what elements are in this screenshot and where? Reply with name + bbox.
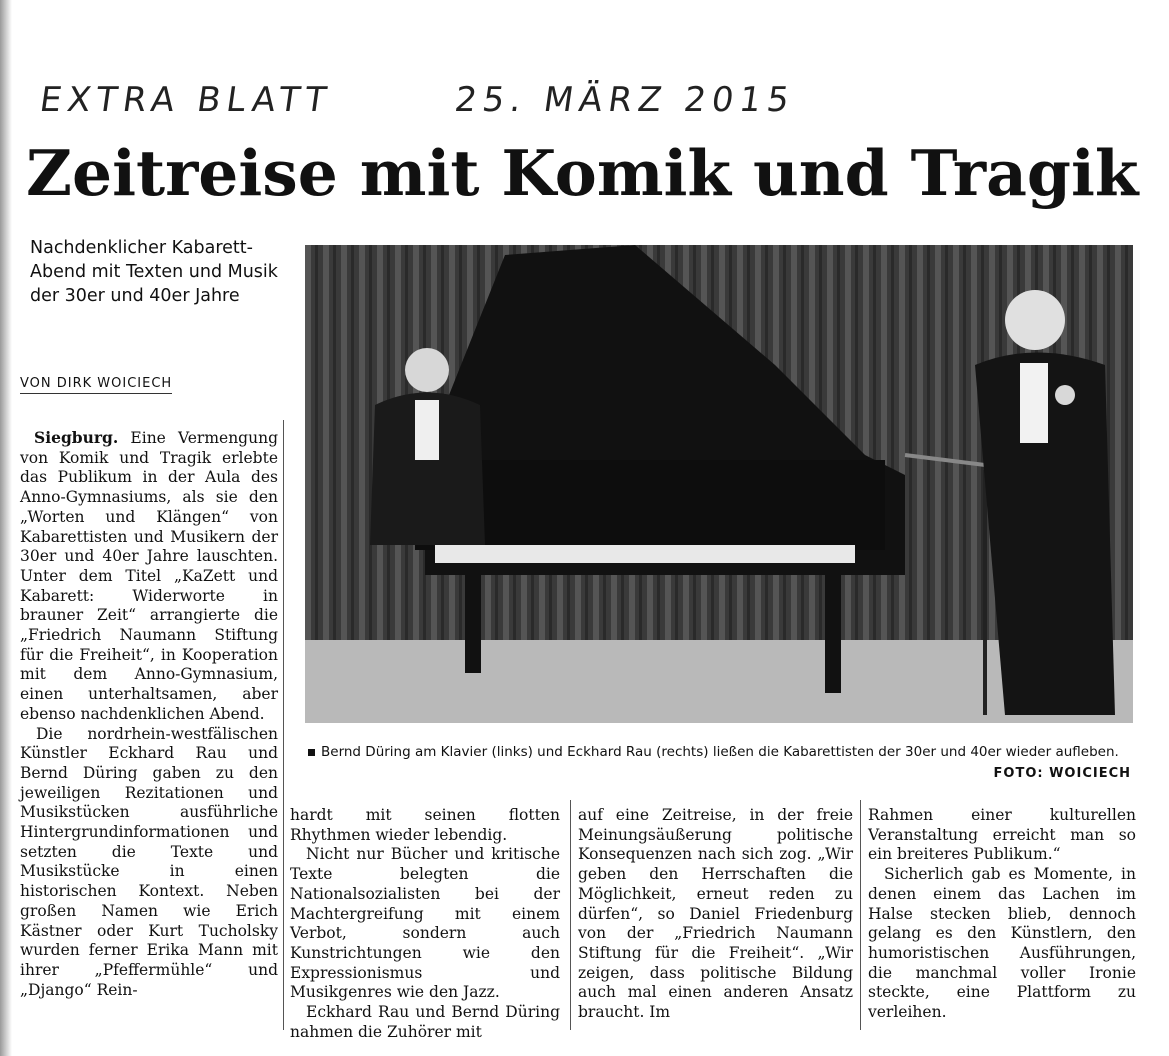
piano-keys [435, 545, 855, 563]
column-divider [283, 420, 284, 1030]
piano-leg [825, 563, 841, 693]
concert-photo-illustration [305, 245, 1133, 723]
article-column-2 [290, 806, 560, 1042]
article-column-4 [868, 806, 1136, 1023]
paragraph: Nicht nur Bücher und kritische Texte belegten die Nationalsozialisten bei der Machtergreifung mit einem Verbot, sondern auch Kunstrichtungen wie den Expressionismus und Musikgenres wie den Jazz. [290, 845, 560, 1002]
article-headline: Zeitreise mit Komik und Tragik [26, 136, 1139, 210]
singer-shirt [1020, 363, 1048, 443]
handwritten-publication-note: EXTRA BLATT [37, 80, 335, 120]
singer-head [1005, 290, 1065, 350]
piano-leg [465, 563, 481, 673]
singer-hand [1055, 385, 1075, 405]
column-divider [570, 800, 571, 1030]
article-column-3 [578, 806, 853, 1023]
article-photo [305, 245, 1133, 723]
photo-caption [308, 742, 1134, 762]
article-byline: VON DIRK WOICIECH [20, 376, 172, 394]
handwritten-date-note: 25. MÄRZ 2015 [452, 80, 798, 120]
pianist-shirt [415, 400, 439, 460]
paragraph: auf eine Zeitreise, in der freie Meinungsäußerung politische Konsequenzen nach sich zog. „Wir geben den Herrschaften die Möglichkeit, erneut reden zu dürfen“, so Daniel Friedenburg von der „Friedrich Naumann Stiftung für die Freiheit“. „Wir zeigen, dass politische Bildung auch mal einen anderen Ansatz braucht. Im [578, 806, 853, 1022]
paragraph: Sicherlich gab es Momente, in denen einem das Lachen im Halse stecken blieb, dennoch gelang es den Künstlern, den humoristischen Ausführungen, die manchmal voller Ironie steckte, eine Plattform zu verleihen. [868, 865, 1136, 1022]
article-subheadline: Nachdenklicher Kabarett-Abend mit Texten und Musik der 30er und 40er Jahre [30, 238, 278, 306]
paragraph-text: Eine Vermengung von Komik und Tragik erlebte das Publikum in der Aula des Anno-Gymnasiums, als sie den „Worten und Klängen“ von Kabarettisten und Musikern der 30er und 40er Jahre lauschten. Unter dem Titel „KaZett und Kabarett: Widerworte in brauner Zeit“ arrangierte die „Friedrich Naumann Stiftung für die Freiheit“, in Kooperation mit dem Anno-Gymnasium, einen unterhaltsamen, aber ebenso nachdenklichen Abend. [20, 429, 278, 723]
photo-credit: FOTO: WOICIECH [993, 766, 1131, 781]
paragraph: Eckhard Rau und Bernd Düring nahmen die Zuhörer mit [290, 1003, 560, 1041]
paragraph: Rahmen einer kulturellen Veranstaltung erreicht man so ein breiteres Publikum.“ [868, 806, 1136, 864]
column-divider [860, 800, 861, 1030]
scan-edge-shadow [0, 0, 12, 1056]
paragraph [20, 428, 278, 725]
paragraph: hardt mit seinen flotten Rhythmen wieder lebendig. [290, 806, 560, 844]
caption-text: Bernd Düring am Klavier (links) und Eckhard Rau (rechts) ließen die Kabarettisten der 30er und 40er wieder aufleben. [321, 744, 1119, 760]
article-column-1 [20, 428, 278, 1000]
paragraph: Die nordrhein-westfälischen Künstler Eckhard Rau und Bernd Düring gaben zu den jeweiligen Rezitationen und Musikstücken ausführliche Hintergrundinformationen und setzten die Texte und Musikstücke in einen historischen Kontext. Neben großen Namen wie Erich Kästner oder Kurt Tucholsky wurden ferner Erika Mann mit ihrer „Pfeffermühle“ und „Django“ Rein- [20, 724, 278, 999]
caption-bullet-icon [308, 749, 315, 756]
piano-body [415, 460, 885, 550]
dateline: Siegburg. [34, 428, 119, 447]
pianist-head [405, 348, 449, 392]
